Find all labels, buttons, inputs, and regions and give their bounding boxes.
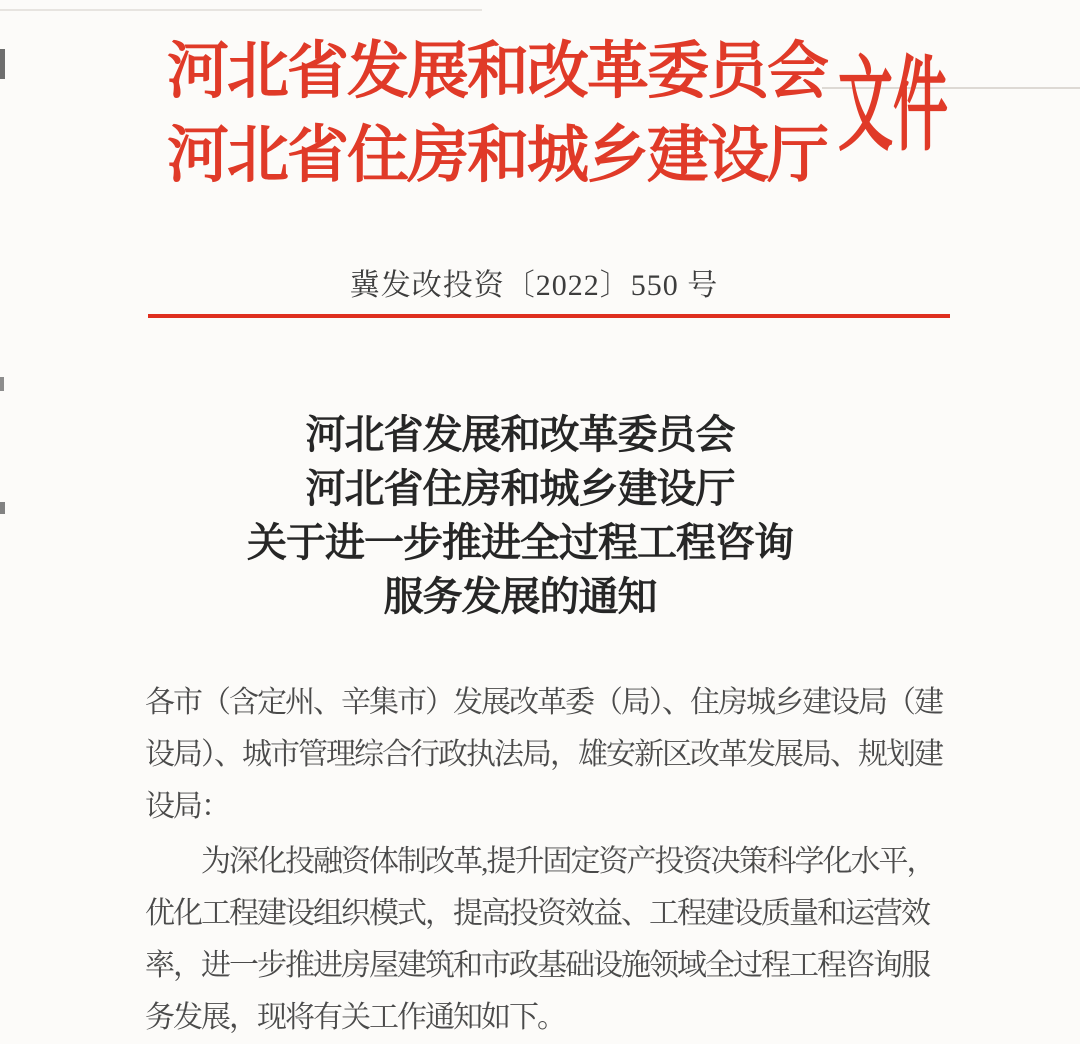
org-name-line-1: 河北省发展和改革委员会 [166, 38, 827, 106]
title-line-1: 河北省发展和改革委员会 [305, 412, 735, 457]
document-number: 冀发改投资〔2022〕550 号 [349, 269, 719, 302]
intro-line: 率，进一步推进房屋建筑和市政基础设施领域全过程工程咨询服 [145, 949, 929, 982]
title-line-3: 关于进一步推进全过程工程咨询 [247, 520, 793, 565]
intro-line: 优化工程建设组织模式，提高投资效益、工程建设质量和运营效 [145, 897, 929, 930]
title-line-4: 服务发展的通知 [383, 574, 657, 619]
separator-rule [148, 314, 950, 318]
addressee-line: 各市（含定州、辛集市）发展改革委（局）、住房城乡建设局（建 [145, 686, 942, 719]
title-line-2: 河北省住房和城乡建设厅 [305, 466, 735, 511]
letterhead-document-label: 文件 [838, 48, 948, 164]
document-title [0, 408, 1080, 624]
letterhead-org-names [166, 30, 828, 198]
intro-paragraph [145, 836, 957, 1044]
scan-edge-speck [0, 377, 4, 391]
intro-line: 务发展，现将有关工作通知如下。 [145, 1001, 565, 1034]
addressee-line: 设局： [145, 790, 229, 823]
addressee-paragraph [145, 677, 957, 833]
scan-edge-speck [0, 49, 5, 79]
addressee-line: 设局）、城市管理综合行政执法局，雄安新区改革发展局、规划建 [145, 738, 942, 771]
document-body [145, 677, 957, 1044]
org-name-line-2: 河北省住房和城乡建设厅 [166, 122, 827, 190]
intro-line: 为深化投融资体制改革,提升固定资产投资决策科学化水平， [201, 845, 935, 878]
scan-artifact-line [0, 9, 482, 11]
